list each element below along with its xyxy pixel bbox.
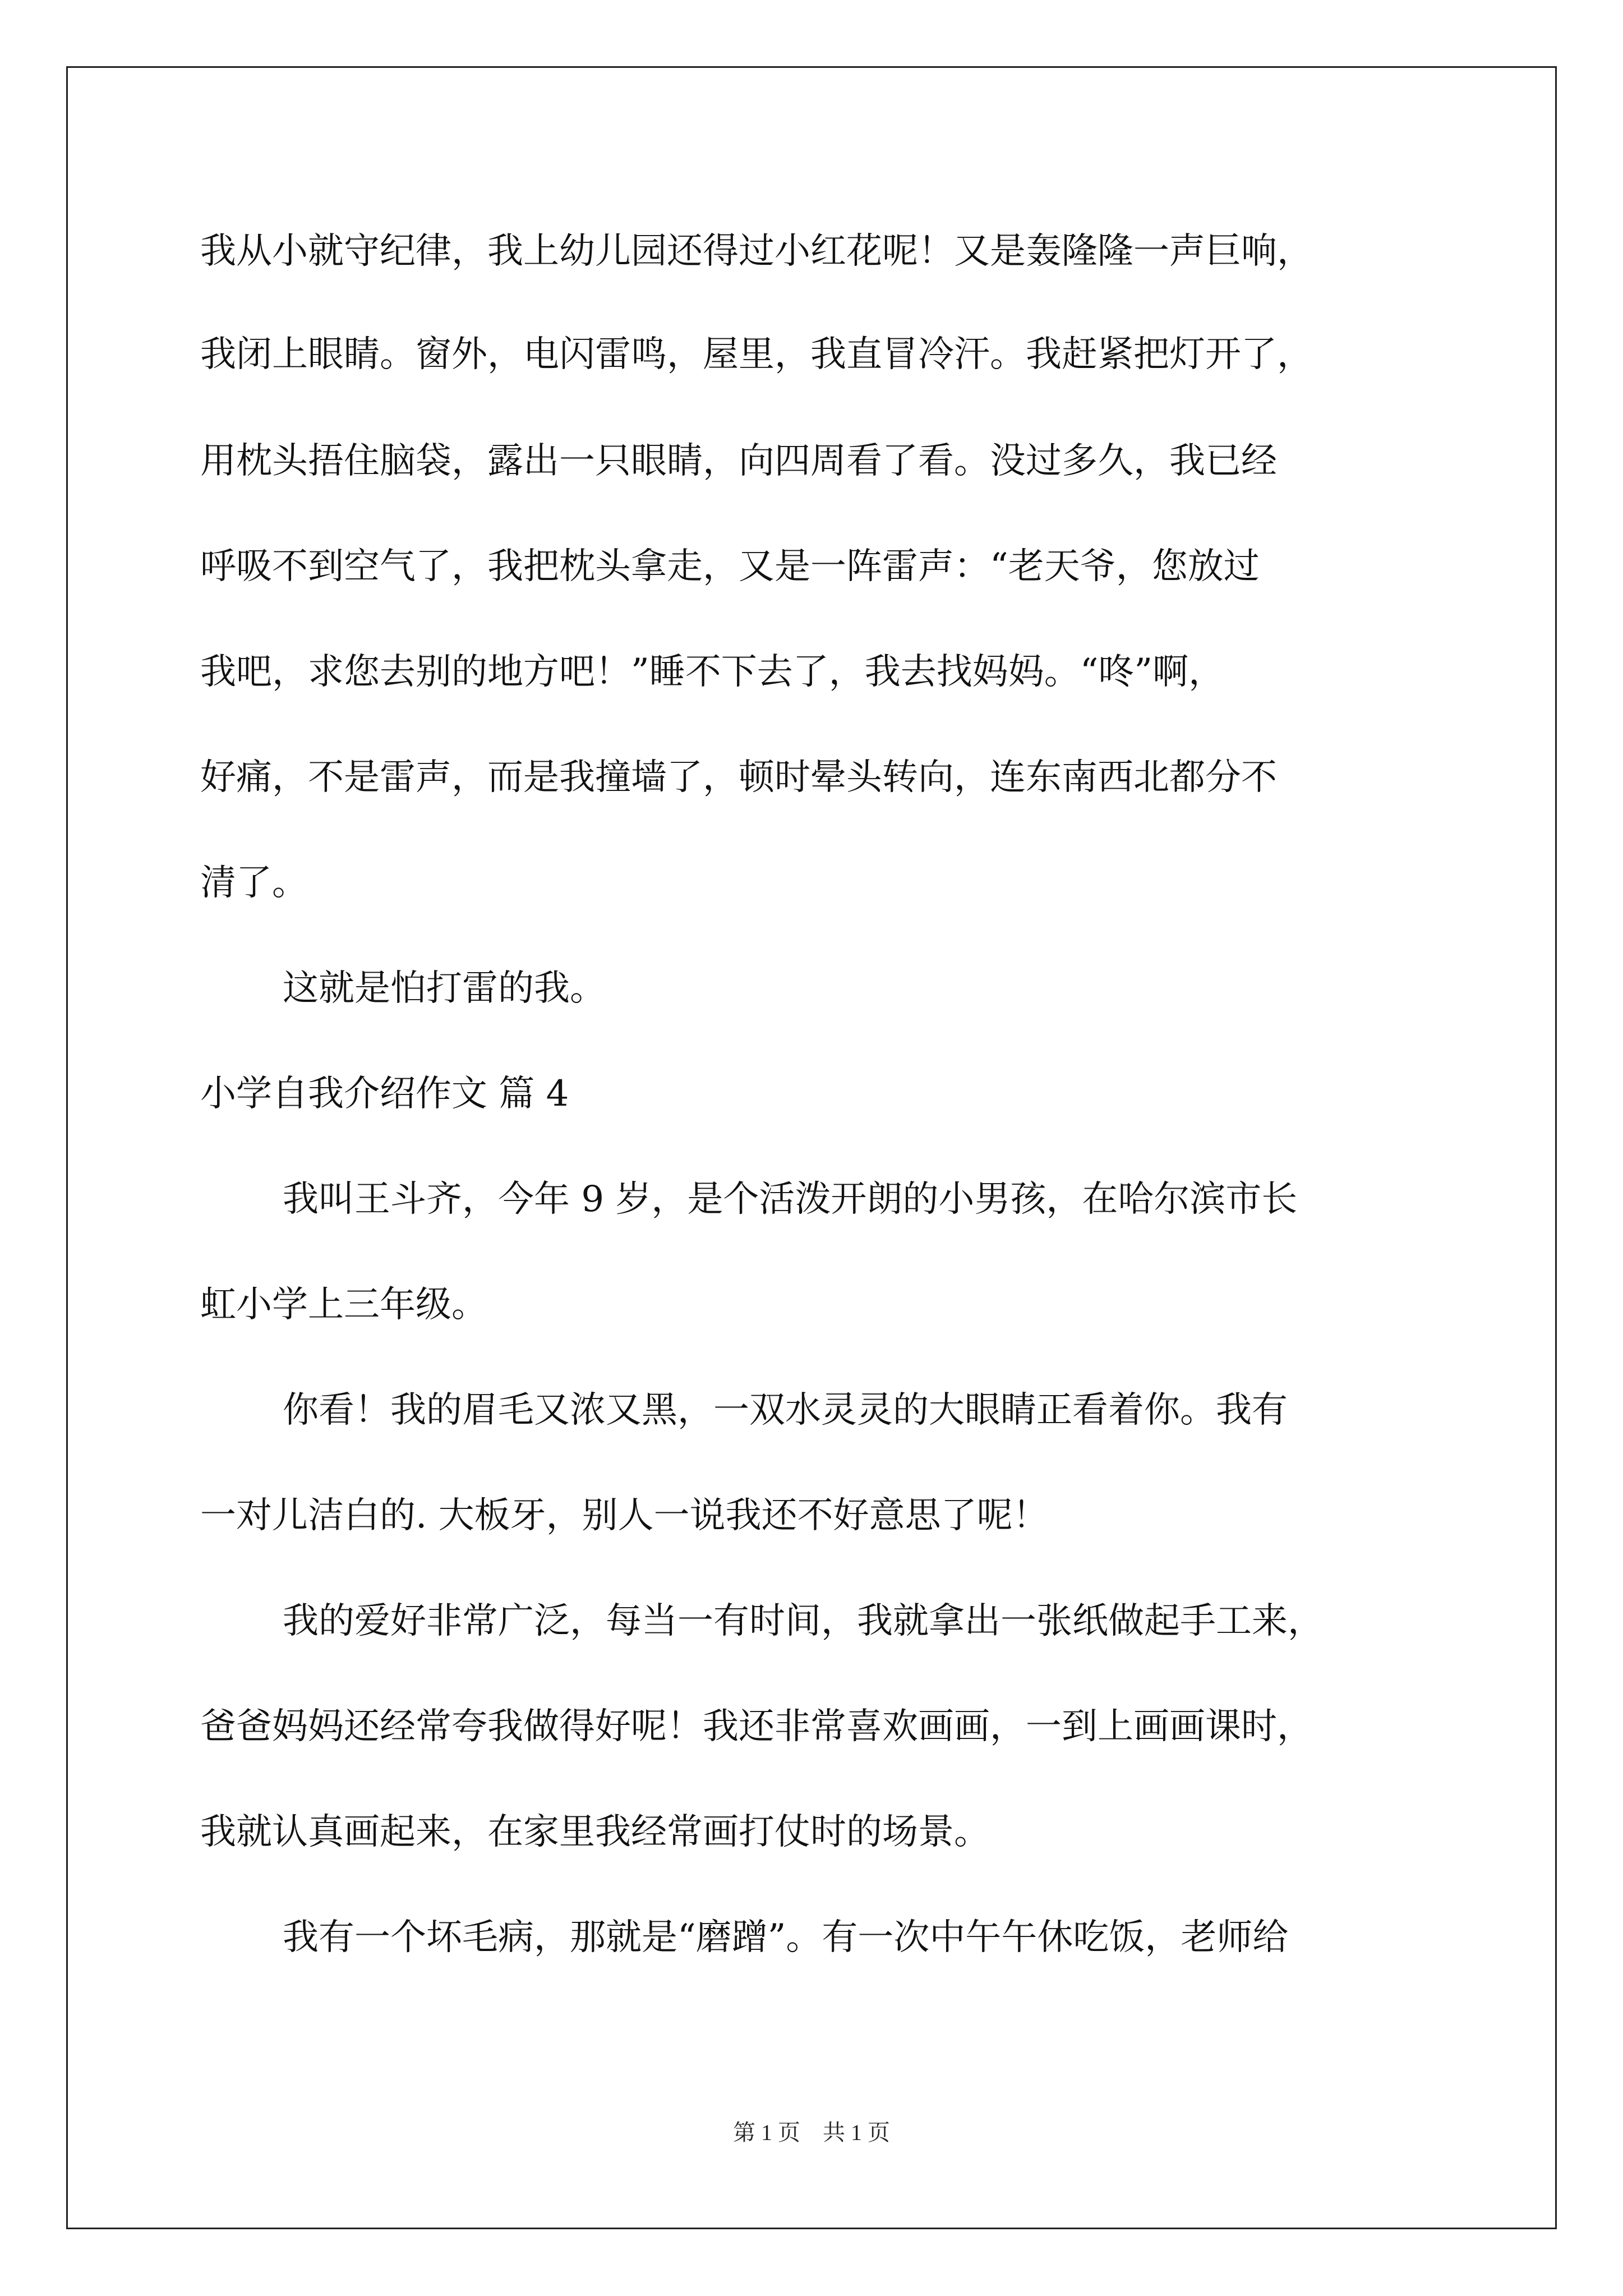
- body-line-5: 我吧，求您去别的地方吧！”睡不下去了，我去找妈妈。“咚”啊，: [200, 651, 1225, 693]
- body-line-16: 我就认真画起来，在家里我经常画打仗时的场景。: [200, 1811, 990, 1853]
- section-heading: 小学自我介绍作文 篇 4: [200, 1073, 569, 1115]
- body-line-7: 清了。: [200, 862, 308, 904]
- body-line-1: 我从小就守纪律，我上幼儿园还得过小红花呢！又是轰隆隆一声巨响，: [200, 231, 1313, 272]
- body-line-8: 这就是怕打雷的我。: [283, 968, 606, 1009]
- body-line-17: 我有一个坏毛病，那就是“磨蹭”。有一次中午午休吃饭，老师给: [283, 1917, 1289, 1958]
- body-line-4: 呼吸不到空气了，我把枕头拿走，又是一阵雷声：“老天爷，您放过: [200, 546, 1260, 587]
- body-line-15: 爸爸妈妈还经常夸我做得好呢！我还非常喜欢画画，一到上画画课时，: [200, 1706, 1313, 1747]
- body-line-3: 用枕头捂住脑袋，露出一只眼睛，向四周看了看。没过多久，我已经: [200, 440, 1277, 482]
- body-line-13: 一对儿洁白的. 大板牙，别人一说我还不好意思了呢！: [200, 1495, 1049, 1536]
- page-footer: 第 1 页 共 1 页: [733, 2120, 890, 2145]
- body-line-11: 虹小学上三年级。: [200, 1284, 487, 1326]
- body-line-2: 我闭上眼睛。窗外，电闪雷鸣，屋里，我直冒冷汗。我赶紧把灯开了，: [200, 334, 1313, 375]
- page-border: [66, 66, 1557, 2229]
- body-line-12: 你看！我的眉毛又浓又黑，一双水灵灵的大眼睛正看着你。我有: [283, 1389, 1288, 1431]
- body-line-10: 我叫王斗齐，今年 9 岁，是个活泼开朗的小男孩，在哈尔滨市长: [283, 1179, 1298, 1220]
- body-line-14: 我的爱好非常广泛，每当一有时间，我就拿出一张纸做起手工来，: [283, 1600, 1324, 1642]
- body-line-6: 好痛，不是雷声，而是我撞墙了，顿时晕头转向，连东南西北都分不: [200, 757, 1277, 798]
